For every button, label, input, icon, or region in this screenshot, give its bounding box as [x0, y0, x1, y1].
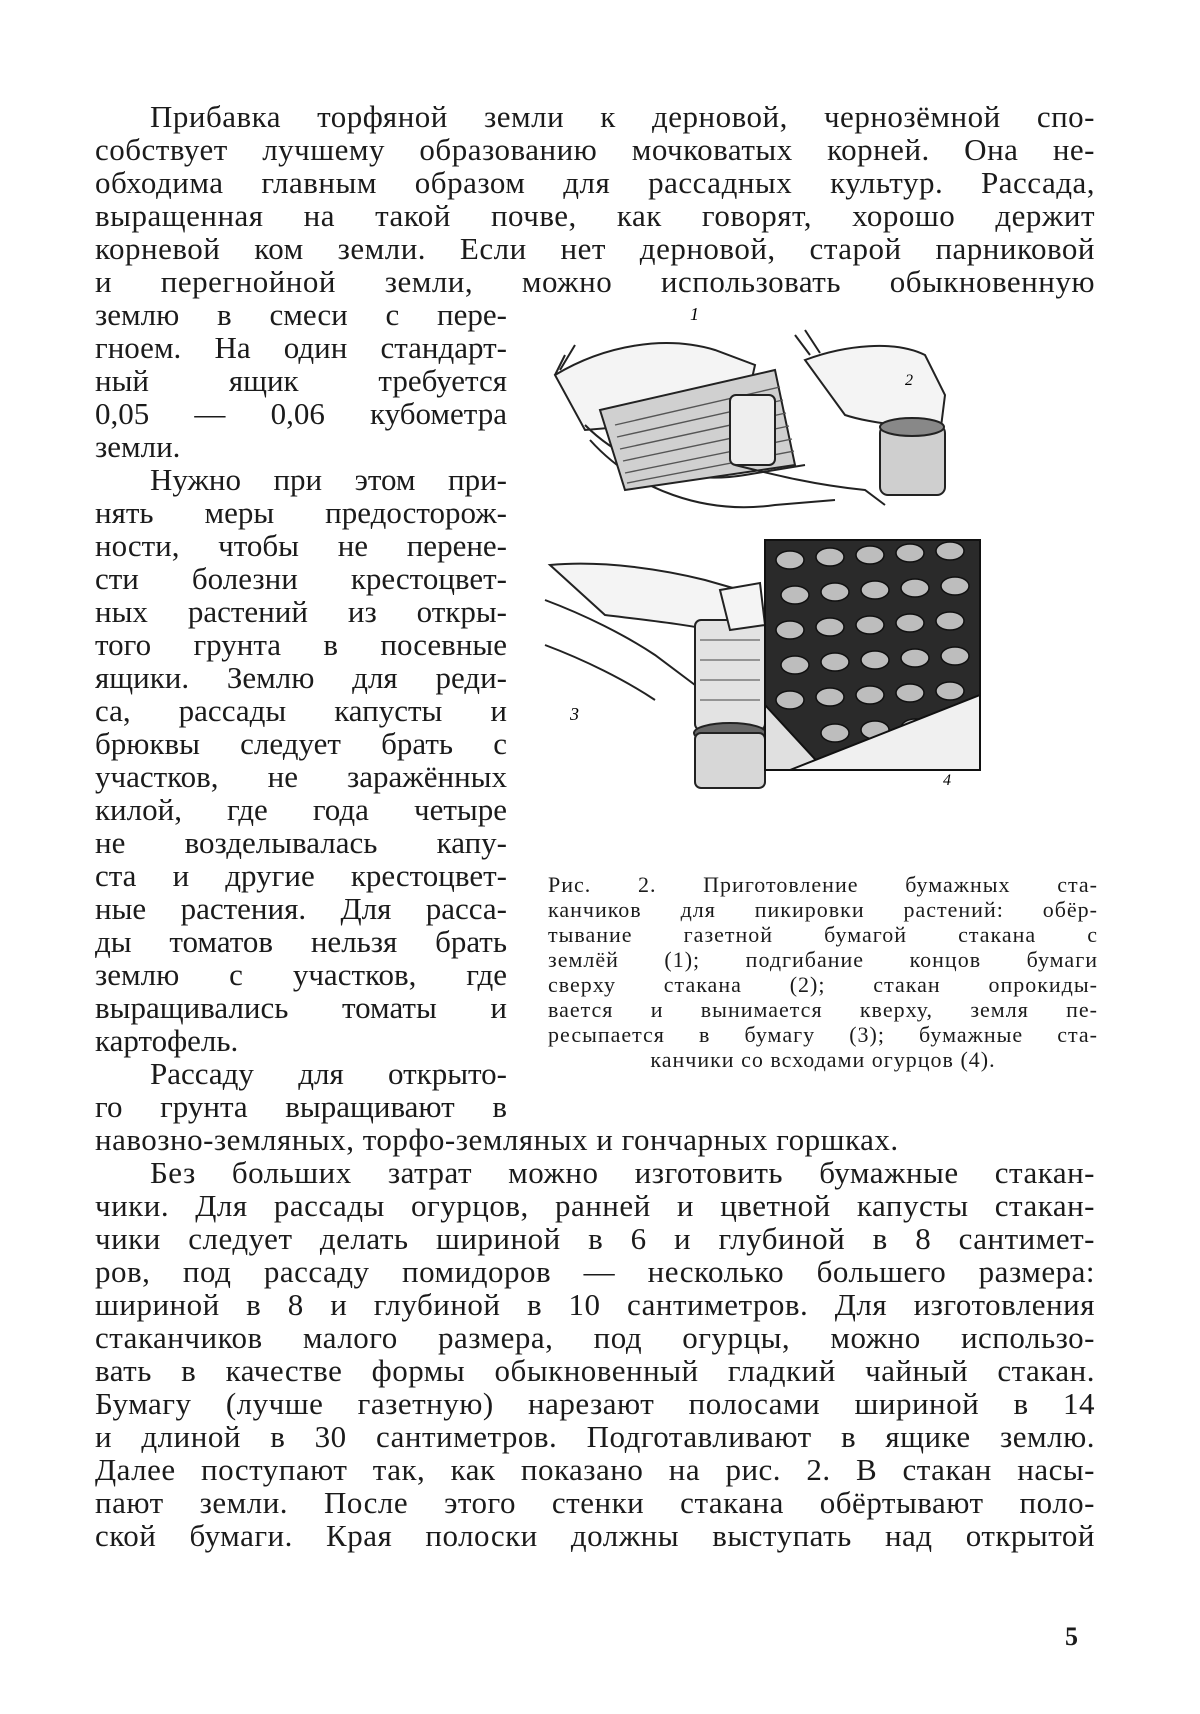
- left-column-text: [95, 298, 507, 1123]
- text-line: ные растения. Для расса-: [95, 891, 507, 926]
- text-line: ности, чтобы не перене-: [95, 528, 507, 563]
- text-line: ных растений из откры-: [95, 594, 507, 629]
- text-line: землю с участков, где: [95, 957, 507, 992]
- text-line: брюквы следует брать с: [95, 726, 507, 761]
- text-line: корневой ком земли. Если нет дерновой, старой парниковой: [95, 231, 1095, 266]
- figure-panel-1: [555, 304, 945, 507]
- text-line: земли.: [95, 429, 181, 464]
- text-line: Бумагу (лучше газетную) нарезают полосами шириной в 14: [95, 1386, 1095, 1421]
- text-line: ный ящик требуется: [95, 363, 507, 398]
- figure-marker: 1: [690, 304, 699, 324]
- text-line: выращивались томаты и: [95, 990, 507, 1025]
- text-line: нять меры предосторож-: [95, 495, 507, 530]
- page-number: 5: [1065, 1622, 1078, 1651]
- text-line: того грунта в посевные: [95, 627, 507, 662]
- text-line: и длиной в 30 сантиметров. Подготавливают в ящике землю.: [95, 1419, 1095, 1454]
- figure-panel-3: [545, 564, 766, 788]
- text-line: чики. Для рассады огурцов, ранней и цветной капусты стакан-: [95, 1188, 1095, 1223]
- figure-marker: 3: [570, 704, 579, 724]
- figure-illustration: [545, 304, 1095, 875]
- text-line: сти болезни крестоцвет-: [95, 561, 507, 596]
- text-line: Нужно при этом при-: [150, 462, 507, 497]
- figure-panel-4: [765, 540, 980, 789]
- figure-marker: 2: [905, 372, 913, 389]
- text-line: гноем. На один стандарт-: [95, 330, 507, 365]
- text-line: не возделывалась капу-: [95, 825, 507, 860]
- text-line: ящики. Землю для реди-: [95, 660, 507, 695]
- text-line: килой, где года четыре: [95, 792, 507, 827]
- figure-marker: 4: [943, 772, 951, 789]
- text-line: чики следует делать шириной в 6 и глубиной в 8 сантимет-: [95, 1221, 1095, 1256]
- paragraph-outro: [95, 1123, 1095, 1552]
- text-line: участков, не заражённых: [95, 759, 507, 794]
- text-line: землю в смеси с пере-: [95, 297, 507, 332]
- text-line: ды томатов нельзя брать: [95, 924, 507, 959]
- text-line: стаканчиков малого размера, под огурцы, можно использо-: [95, 1320, 1095, 1355]
- caption-line: канчики со всходами огурцов (4).: [650, 1047, 996, 1072]
- text-line: пают земли. После этого стенки стакана обёртывают поло-: [95, 1485, 1095, 1520]
- text-line: обходима главным образом для рассадных культур. Рассада,: [95, 165, 1095, 200]
- text-line: Без больших затрат можно изготовить бумажные стакан-: [150, 1155, 1095, 1190]
- text-line: Прибавка торфяной земли к дерновой, чернозёмной спо-: [150, 99, 1095, 134]
- text-line: са, рассады капусты и: [95, 693, 507, 728]
- text-line: и перегнойной земли, можно использовать обыкновенную: [95, 264, 1095, 299]
- text-line: ской бумаги. Края полоски должны выступать над открытой: [95, 1518, 1095, 1553]
- text-line: выращенная на такой почве, как говорят, хорошо держит: [95, 198, 1095, 233]
- text-line: 0,05 — 0,06 кубометра: [95, 396, 507, 431]
- text-line: собствует лучшему образованию мочковатых корней. Она не-: [95, 132, 1095, 167]
- text-line: картофель.: [95, 1023, 239, 1058]
- text-line: ров, под рассаду помидоров — несколько большего размера:: [95, 1254, 1095, 1289]
- caption-line: сверху стакана (2); стакан опрокиды-: [548, 972, 1098, 997]
- caption-line: вается и вынимается кверху, земля пе-: [548, 997, 1098, 1022]
- text-line: вать в качестве формы обыкновенный гладкий чайный стакан.: [95, 1353, 1095, 1388]
- caption-line: землёй (1); подгибание концов бумаги: [548, 947, 1098, 972]
- paragraph-intro: [95, 100, 1095, 298]
- text-line: ста и другие крестоцвет-: [95, 858, 507, 893]
- text-line: го грунта выращивают в: [95, 1089, 507, 1124]
- text-line: Рассаду для открыто-: [150, 1056, 507, 1091]
- caption-line: ресыпается в бумагу (3); бумажные ста-: [548, 1022, 1098, 1047]
- figure-caption: [548, 872, 1098, 1072]
- caption-line: Рис. 2. Приготовление бумажных ста-: [548, 872, 1098, 897]
- text-line: Далее поступают так, как показано на рис. 2. В стакан насы-: [95, 1452, 1095, 1487]
- text-line: шириной в 8 и глубиной в 10 сантиметров. Для изготовления: [95, 1287, 1095, 1322]
- caption-line: тывание газетной бумагой стакана с: [548, 922, 1098, 947]
- caption-line: канчиков для пикировки растений: обёр-: [548, 897, 1098, 922]
- text-line: навозно-земляных, торфо-земляных и гончарных горшках.: [95, 1122, 899, 1157]
